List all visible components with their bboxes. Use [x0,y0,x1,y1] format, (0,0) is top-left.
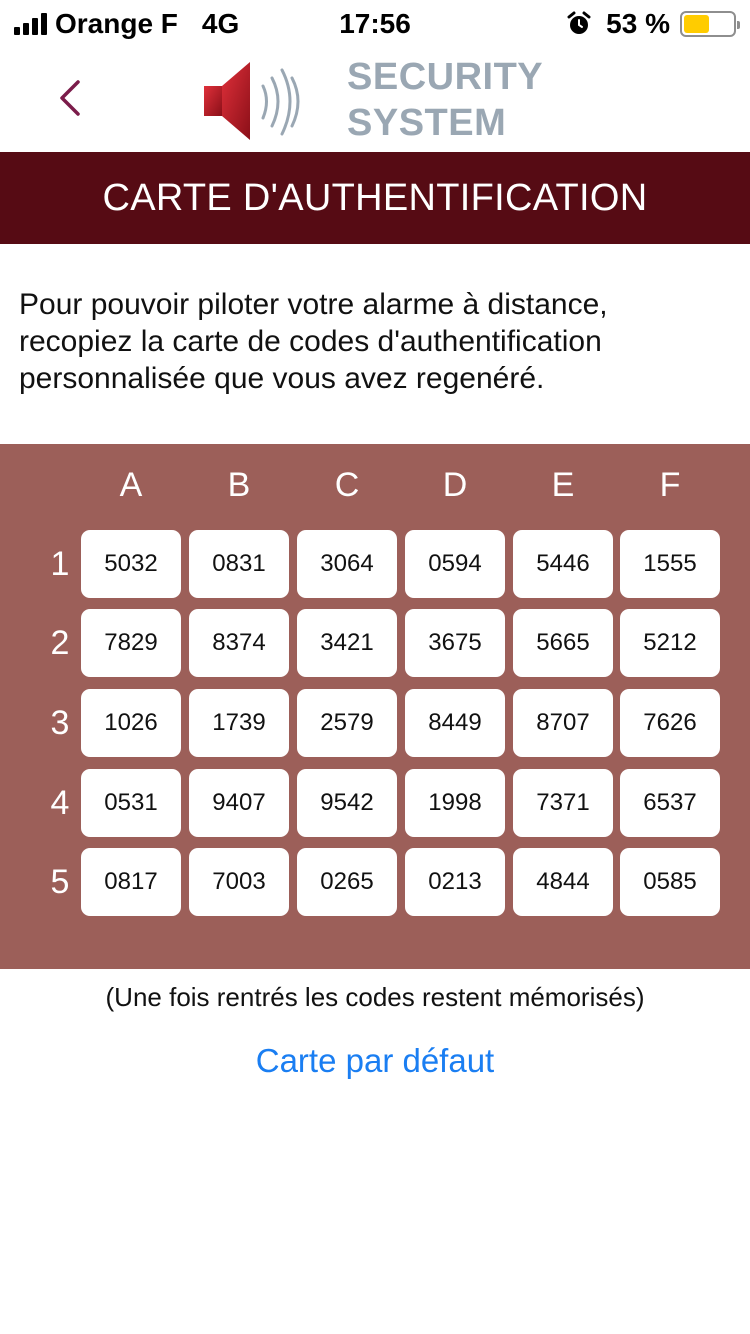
memorized-note: (Une fois rentrés les codes restent mémorisés) [105,982,645,1012]
status-time: 17:56 [339,8,411,39]
back-button[interactable] [40,68,100,128]
page-title: CARTE D'AUTHENTIFICATION [102,176,648,219]
code-cell-f4[interactable]: 6537 [620,769,720,837]
code-cell-c4[interactable]: 9542 [297,769,397,837]
status-left [14,8,239,40]
battery-fill [684,15,709,33]
code-cell-a3[interactable]: 1026 [81,689,181,757]
code-cell-c1[interactable]: 3064 [297,530,397,598]
app-header [0,50,750,150]
status-right [566,8,736,40]
column-header-d: D [442,466,468,504]
code-cell-e4[interactable]: 7371 [513,769,613,837]
battery-percent: 53 % [606,8,670,39]
code-cell-b1[interactable]: 0831 [189,530,289,598]
instructions-text: Pour pouvoir piloter votre alarme à distance, recopiez la carte de codes d'authentification personnalisée que vous avez regenéré. [19,288,608,395]
alarm-clock-icon [566,11,592,37]
signal-strength-icon [14,13,47,35]
code-cell-c2[interactable]: 3421 [297,609,397,677]
code-cell-b2[interactable]: 8374 [189,609,289,677]
column-header-f: F [659,466,681,504]
code-cell-a1[interactable]: 5032 [81,530,181,598]
code-cell-c3[interactable]: 2579 [297,689,397,757]
code-cell-d2[interactable]: 3675 [405,609,505,677]
column-header-e: E [551,466,575,504]
code-cell-d3[interactable]: 8449 [405,689,505,757]
code-cell-e2[interactable]: 5665 [513,609,613,677]
code-cell-d1[interactable]: 0594 [405,530,505,598]
code-cell-b4[interactable]: 9407 [189,769,289,837]
code-cell-f1[interactable]: 1555 [620,530,720,598]
code-cell-d5[interactable]: 0213 [405,848,505,916]
code-cell-f3[interactable]: 7626 [620,689,720,757]
code-cell-a2[interactable]: 7829 [81,609,181,677]
code-cell-c5[interactable]: 0265 [297,848,397,916]
code-cell-f2[interactable]: 5212 [620,609,720,677]
column-header-c: C [334,466,360,504]
code-cell-a4[interactable]: 0531 [81,769,181,837]
code-cell-e1[interactable]: 5446 [513,530,613,598]
column-header-b: B [227,466,251,504]
speaker-sound-icon [200,56,315,146]
row-header-2: 2 [50,624,70,662]
default-card-link[interactable]: Carte par défaut [255,1042,495,1079]
row-header-3: 3 [50,704,70,742]
authentication-code-card [0,444,750,969]
carrier-name: Orange F [55,8,178,39]
row-header-4: 4 [50,784,70,822]
code-cell-d4[interactable]: 1998 [405,769,505,837]
logo-line-2: SYSTEM [347,102,507,144]
column-header-a: A [119,466,143,504]
status-bar [0,0,750,50]
row-header-5: 5 [50,863,70,901]
logo-line-1: SECURITY [347,56,544,98]
code-cell-a5[interactable]: 0817 [81,848,181,916]
code-cell-b5[interactable]: 7003 [189,848,289,916]
code-cell-e5[interactable]: 4844 [513,848,613,916]
row-header-1: 1 [50,545,70,583]
battery-icon [680,11,736,37]
chevron-left-icon [56,78,84,118]
code-cell-e3[interactable]: 8707 [513,689,613,757]
code-cell-b3[interactable]: 1739 [189,689,289,757]
logo-text [347,54,543,146]
title-band [0,152,750,244]
code-cell-f5[interactable]: 0585 [620,848,720,916]
network-type: 4G [201,8,240,39]
